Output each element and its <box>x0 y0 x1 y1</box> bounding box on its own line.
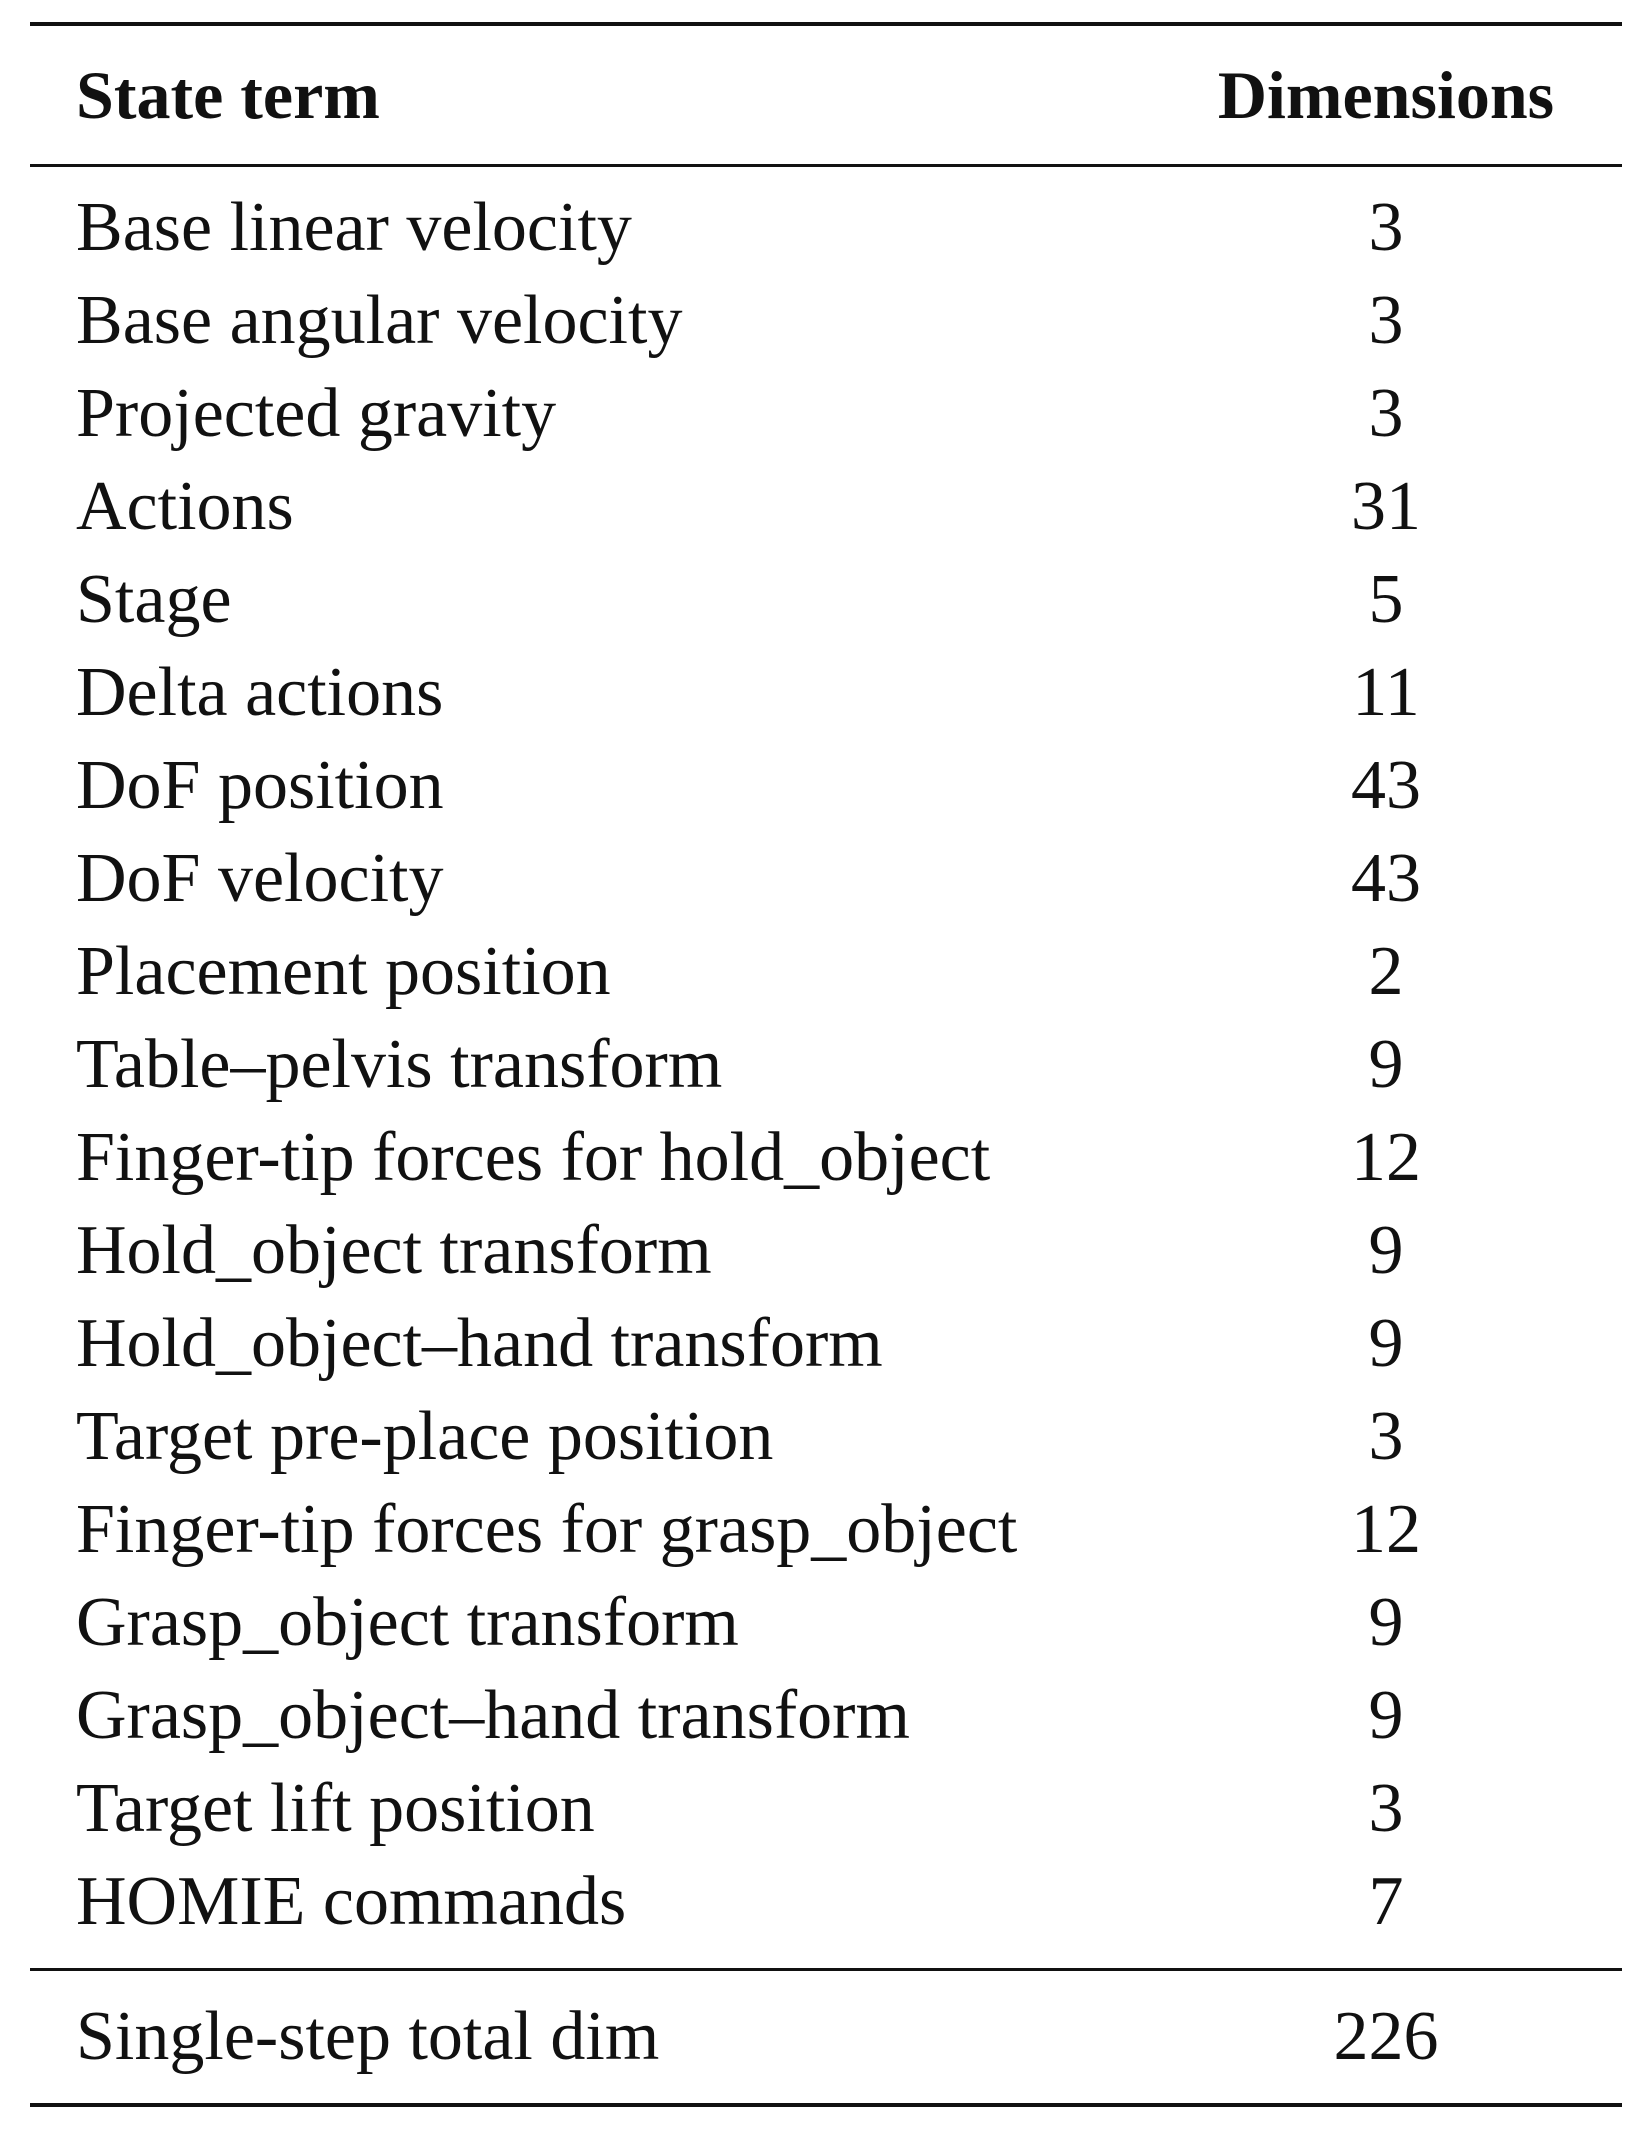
dimensions-cell: 3 <box>1368 281 1404 359</box>
state-term-cell: Target lift position <box>76 1769 595 1847</box>
dimensions-cell: 9 <box>1368 1583 1404 1661</box>
dimensions-cell: 5 <box>1368 560 1404 638</box>
table-row <box>30 1483 1622 1576</box>
state-term-cell: Finger-tip forces for grasp_object <box>76 1490 1018 1568</box>
bottom-rule <box>30 2103 1622 2107</box>
dimensions-cell: 9 <box>1368 1304 1404 1382</box>
total-label: Single-step total dim <box>76 1998 660 2075</box>
dimensions-cell: 9 <box>1368 1676 1404 1754</box>
total-block <box>30 1971 1622 2103</box>
table-row <box>30 832 1622 925</box>
table-row <box>30 181 1622 274</box>
state-term-cell: Stage <box>76 560 232 638</box>
table-row <box>30 460 1622 553</box>
table-row <box>30 553 1622 646</box>
dimensions-cell: 3 <box>1368 1769 1404 1847</box>
state-term-cell: Table–pelvis transform <box>76 1025 723 1103</box>
state-term-cell: HOMIE commands <box>76 1862 627 1940</box>
table-row <box>30 274 1622 367</box>
table-header-row <box>30 26 1622 164</box>
dimensions-cell: 2 <box>1368 932 1404 1010</box>
table-row <box>30 1297 1622 1390</box>
state-term-cell: Placement position <box>76 932 611 1010</box>
table-row <box>30 367 1622 460</box>
total-value: 226 <box>1333 1998 1439 2075</box>
table-row <box>30 1204 1622 1297</box>
dimensions-cell: 9 <box>1368 1025 1404 1103</box>
table-row <box>30 1390 1622 1483</box>
table-row <box>30 1576 1622 1669</box>
state-term-cell: Grasp_object–hand transform <box>76 1676 910 1754</box>
state-term-cell: Hold_object–hand transform <box>76 1304 883 1382</box>
dimensions-cell: 43 <box>1351 839 1421 917</box>
dimensions-cell: 12 <box>1351 1118 1421 1196</box>
state-term-cell: Projected gravity <box>76 374 557 452</box>
table-row <box>30 1018 1622 1111</box>
dimensions-cell: 31 <box>1351 467 1421 545</box>
table-row <box>30 646 1622 739</box>
dimensions-cell: 3 <box>1368 188 1404 266</box>
state-term-cell: Base angular velocity <box>76 281 683 359</box>
dimensions-cell: 11 <box>1352 653 1420 731</box>
state-term-cell: Base linear velocity <box>76 188 632 266</box>
table-row <box>30 1669 1622 1762</box>
dimensions-cell: 9 <box>1368 1211 1404 1289</box>
state-term-cell: Finger-tip forces for hold_object <box>76 1118 991 1196</box>
state-term-cell: DoF position <box>76 746 444 824</box>
dimensions-cell: 3 <box>1368 374 1404 452</box>
header-dimensions: Dimensions <box>1217 57 1555 133</box>
total-row <box>30 1971 1622 2103</box>
state-term-cell: DoF velocity <box>76 839 444 917</box>
dimensions-cell: 12 <box>1351 1490 1421 1568</box>
table-row <box>30 1762 1622 1855</box>
table-row <box>30 1111 1622 1204</box>
table-body <box>30 167 1622 1968</box>
state-term-cell: Actions <box>76 467 294 545</box>
state-term-cell: Hold_object transform <box>76 1211 712 1289</box>
state-term-cell: Grasp_object transform <box>76 1583 739 1661</box>
state-dimensions-table <box>30 22 1622 2107</box>
state-term-cell: Delta actions <box>76 653 444 731</box>
dimensions-cell: 3 <box>1368 1397 1404 1475</box>
dimensions-cell: 7 <box>1368 1862 1404 1940</box>
dimensions-cell: 43 <box>1351 746 1421 824</box>
table-row <box>30 1855 1622 1948</box>
header-state-term: State term <box>76 57 380 133</box>
table-row <box>30 925 1622 1018</box>
table-row <box>30 739 1622 832</box>
state-term-cell: Target pre-place position <box>76 1397 774 1475</box>
